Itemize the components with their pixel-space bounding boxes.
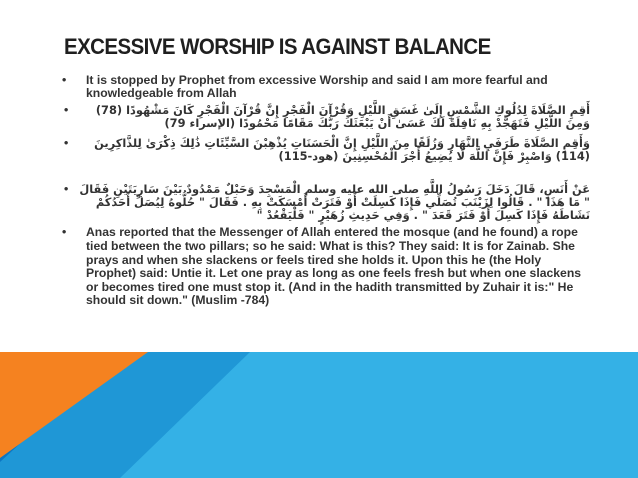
bullet-marker: • <box>64 136 69 151</box>
bullet-quran-isra <box>58 104 590 130</box>
slide-title: EXCESSIVE WORSHIP IS AGAINST BALANCE <box>64 34 491 59</box>
bullet-hadith-translation <box>58 226 590 308</box>
bullet-hadith-arabic <box>58 183 590 222</box>
bullet-excessive-worship <box>58 74 590 100</box>
arabic-verse-hud: وَأَقِمِ الصَّلَاةَ طَرَفَيِ النَّهَارِ وَزُلَفًا مِنَ اللَّيْلِ إِنَّ الْحَسَنَاتِ يُذْهِبْنَ السَّيِّئَاتِ ذَٰلِكَ ذِكْرَىٰ لِلذَّاكِرِينَ (114) وَاصْبِرْ فَإِنَّ اللَّهَ لَا يُضِيعُ أَجْرَ الْمُحْسِنِينَ (هود-115) <box>94 136 590 164</box>
arabic-hadith: عَنْ أَنَسٍ، قَالَ دَخَلَ رَسُولُ اللَّهِ صلى الله عليه وسلم الْمَسْجِدَ وَحَبْلٌ مَمْدُودٌ بَيْنَ سَارِيَتَيْنِ فَقَالَ " مَا هَذَا " . قَالُوا لِزَيْنَبَ تُصَلِّي فَإِذَا كَسِلَتْ أَوْ فَتَرَتْ أَمْسَكَتْ بِهِ . فَقَالَ " حُلُّوهُ لِيُصَلِّ أَحَدُكُمْ نَشَاطَهُ فَإِذَا كَسِلَ أَوْ فَتَرَ قَعَدَ " . وَفِي حَدِيثِ زُهَيْرٍ " فَلْيَقْعُدْ " <box>79 182 590 223</box>
arabic-verse-isra: أَقِمِ الصَّلَاةَ لِدُلُوكِ الشَّمْسِ إِلَىٰ غَسَقِ اللَّيْلِ وَقُرْآنَ الْفَجْرِ إِنَّ قُرْآنَ الْفَجْرِ كَانَ مَشْهُودًا (78) وَمِنَ اللَّيْلِ فَتَهَجَّدْ بِهِ نَافِلَةً لَكَ عَسَىٰ أَنْ يَبْعَثَكَ رَبُّكَ مَقَامًا مَحْمُودًا (الإسراء 79) <box>95 103 590 131</box>
bullet-list <box>58 74 590 308</box>
bullet-text: Anas reported that the Messenger of Allah entered the mosque (and he found) a rope tied between the two pillars; so he said: What is this? They said: It is for Zainab. She prays and when she slackens or feels tired she holds it. Upon this he (the Holy Prophet) said: Untie it. Let one pray as long as one feels fresh but when one slackens or becomes tired one must stop it. (And in the hadith transmitted by Zuhair it is:" He should sit down." (Muslim -784) <box>86 225 582 308</box>
bullet-marker: • <box>64 182 69 197</box>
decorative-bottom-band <box>0 352 638 478</box>
band-shapes <box>0 352 638 478</box>
bullet-marker: • <box>62 73 67 87</box>
bullet-marker: • <box>62 225 67 240</box>
bullet-text: It is stopped by Prophet from excessive Worship and said I am more fearful and knowledgeable from Allah <box>86 73 548 101</box>
bullet-quran-hud <box>58 137 590 163</box>
bullet-marker: • <box>64 103 69 118</box>
